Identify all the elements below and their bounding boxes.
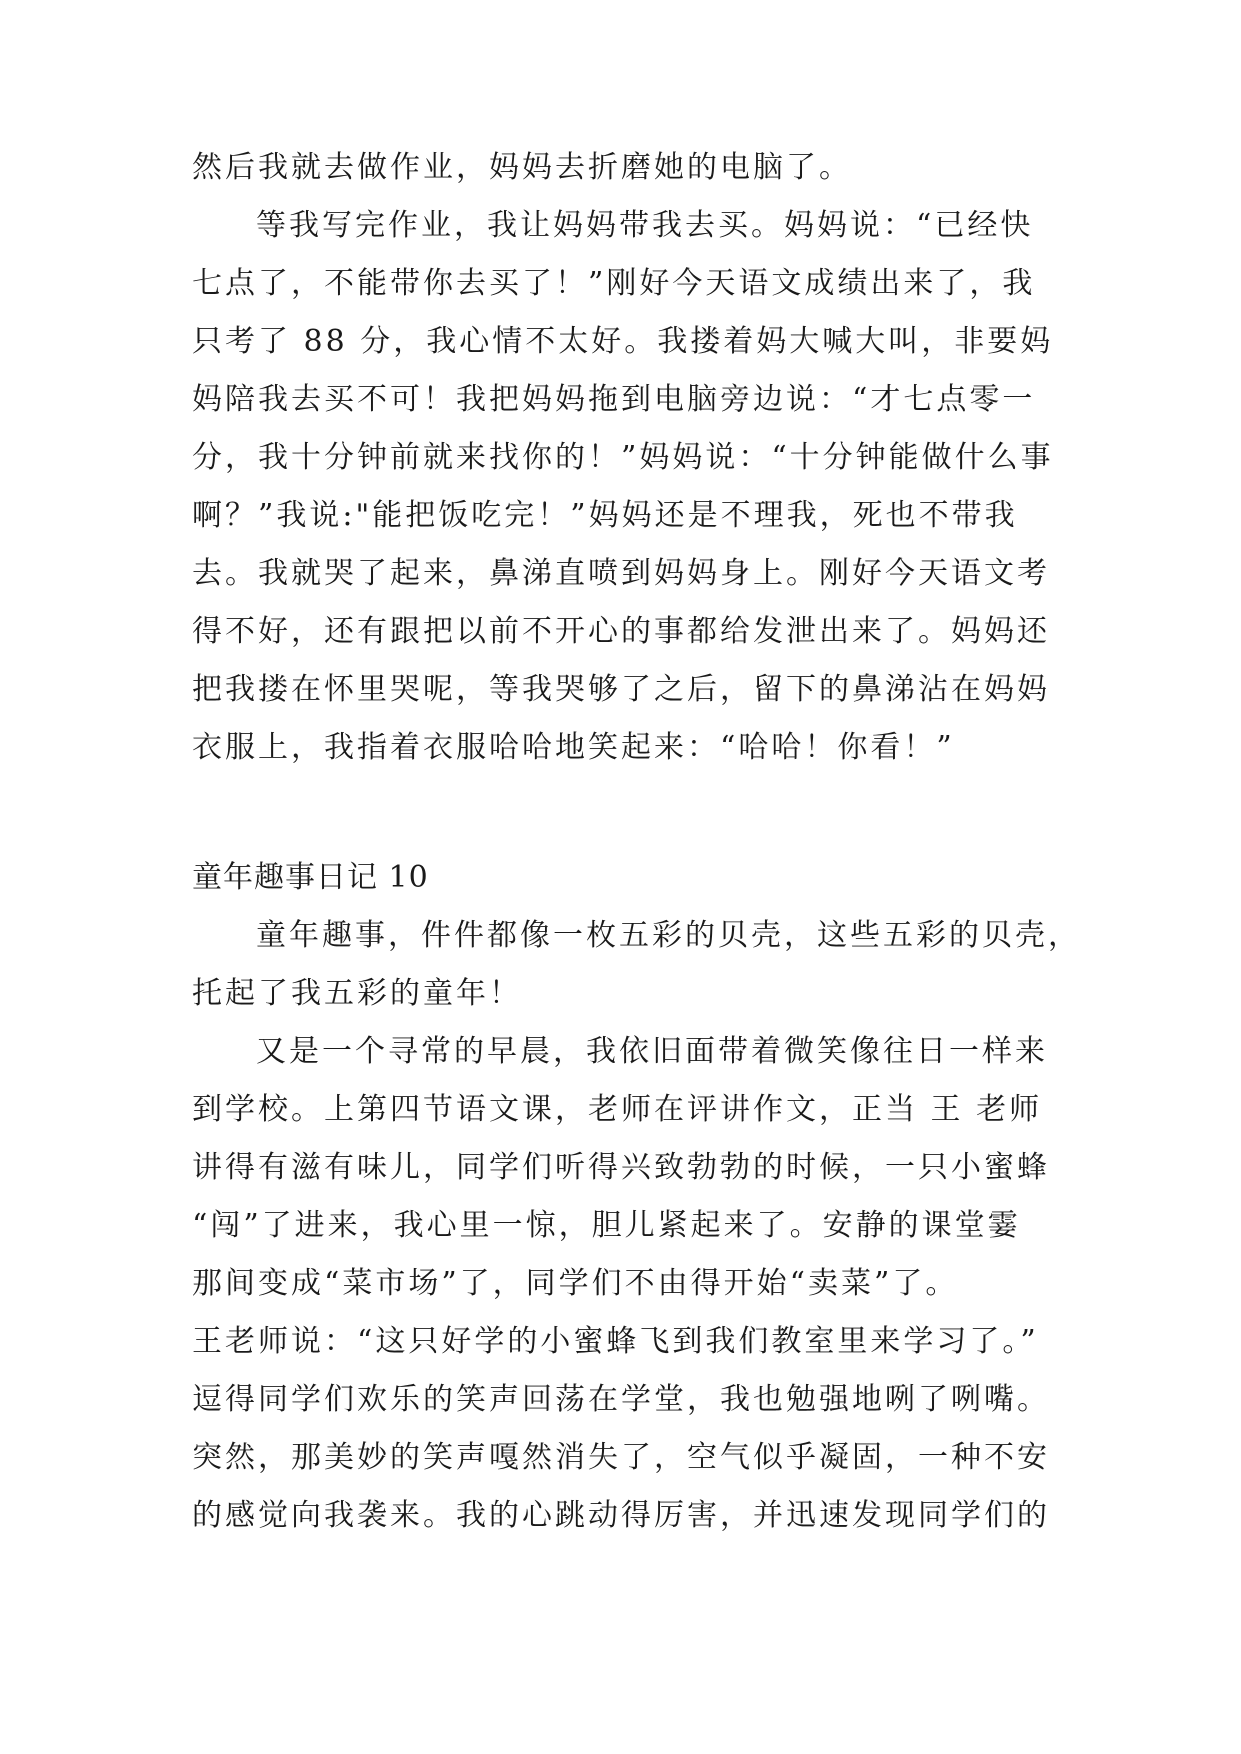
body-text-line: 啊？”我说:"能把饭吃完！”妈妈还是不理我，死也不带我 bbox=[192, 498, 1018, 533]
body-text-line: “闯”了进来，我心里一惊，胆儿紧起来了。安静的课堂霎 bbox=[192, 1208, 1021, 1243]
body-text-line: 托起了我五彩的童年！ bbox=[192, 976, 522, 1011]
paragraph-first-line: 童年趣事，件件都像一枚五彩的贝壳，这些五彩的贝壳， bbox=[256, 918, 1081, 953]
body-text-line: 王老师说：“这只好学的小蜜蜂飞到我们教室里来学习了。” bbox=[192, 1324, 1039, 1359]
body-text-line: 的感觉向我袭来。我的心跳动得厉害，并迅速发现同学们的 bbox=[192, 1498, 1050, 1533]
body-text-line: 分，我十分钟前就来找你的！”妈妈说：“十分钟能做什么事 bbox=[192, 440, 1054, 475]
paragraph-first-line: 又是一个寻常的早晨，我依旧面带着微笑像往日一样来 bbox=[256, 1034, 1048, 1069]
body-text-line: 得不好，还有跟把以前不开心的事都给发泄出来了。妈妈还 bbox=[192, 614, 1050, 649]
body-text-line: 突然，那美妙的笑声嘎然消失了，空气似乎凝固，一种不安 bbox=[192, 1440, 1050, 1475]
section-heading: 童年趣事日记 10 bbox=[192, 860, 429, 895]
body-text-line: 然后我就去做作业，妈妈去折磨她的电脑了。 bbox=[192, 150, 852, 185]
body-text-line: 只考了 88 分，我心情不太好。我搂着妈大喊大叫，非要妈 bbox=[192, 324, 1054, 359]
body-text-line: 把我搂在怀里哭呢，等我哭够了之后，留下的鼻涕沾在妈妈 bbox=[192, 672, 1050, 707]
body-text-line: 衣服上，我指着衣服哈哈地笑起来：“哈哈！你看！” bbox=[192, 730, 955, 765]
body-text-line: 七点了，不能带你去买了！”刚好今天语文成绩出来了，我 bbox=[192, 266, 1036, 301]
body-text-line: 讲得有滋有味儿，同学们听得兴致勃勃的时候，一只小蜜蜂 bbox=[192, 1150, 1050, 1185]
body-text-line: 妈陪我去买不可！我把妈妈拖到电脑旁边说：“才七点零一 bbox=[192, 382, 1036, 417]
body-text-line: 逗得同学们欢乐的笑声回荡在学堂，我也勉强地咧了咧嘴。 bbox=[192, 1382, 1050, 1417]
body-text-line: 去。我就哭了起来，鼻涕直喷到妈妈身上。刚好今天语文考 bbox=[192, 556, 1050, 591]
body-text-line: 那间变成“菜市场”了，同学们不由得开始“卖菜”了。 bbox=[192, 1266, 959, 1301]
paragraph-first-line: 等我写完作业，我让妈妈带我去买。妈妈说：“已经快 bbox=[256, 208, 1034, 243]
body-text-line: 到学校。上第四节语文课，老师在评讲作文，正当 王 老师 bbox=[192, 1092, 1043, 1127]
